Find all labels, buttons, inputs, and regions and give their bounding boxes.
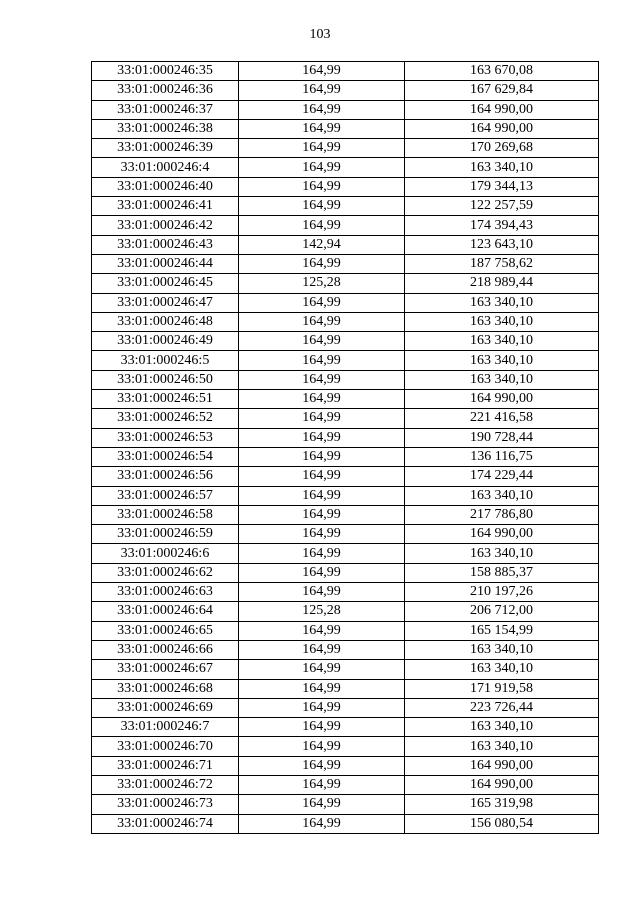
area-cell: 164,99 [239, 62, 405, 81]
area-cell: 164,99 [239, 718, 405, 737]
value-cell: 163 340,10 [405, 737, 599, 756]
table-row [92, 544, 599, 563]
table-row [92, 100, 599, 119]
area-cell: 164,99 [239, 795, 405, 814]
cadastral-number-cell: 33:01:000246:39 [92, 139, 239, 158]
table-row [92, 235, 599, 254]
cadastral-number-cell: 33:01:000246:66 [92, 640, 239, 659]
table-row [92, 679, 599, 698]
table-row [92, 293, 599, 312]
cadastral-number-cell: 33:01:000246:52 [92, 409, 239, 428]
cadastral-number-cell: 33:01:000246:7 [92, 718, 239, 737]
table-row [92, 351, 599, 370]
table-row [92, 370, 599, 389]
table-row [92, 583, 599, 602]
table-row [92, 621, 599, 640]
value-cell: 136 116,75 [405, 447, 599, 466]
table-row [92, 158, 599, 177]
area-cell: 164,99 [239, 467, 405, 486]
table-row [92, 312, 599, 331]
area-cell: 164,99 [239, 158, 405, 177]
table-row [92, 254, 599, 273]
table-row [92, 718, 599, 737]
area-cell: 164,99 [239, 428, 405, 447]
value-cell: 163 340,10 [405, 660, 599, 679]
value-cell: 164 990,00 [405, 525, 599, 544]
value-cell: 217 786,80 [405, 505, 599, 524]
value-cell: 223 726,44 [405, 698, 599, 717]
value-cell: 158 885,37 [405, 563, 599, 582]
value-cell: 221 416,58 [405, 409, 599, 428]
table-row [92, 390, 599, 409]
table-body [92, 62, 599, 834]
value-cell: 174 229,44 [405, 467, 599, 486]
area-cell: 164,99 [239, 525, 405, 544]
area-cell: 164,99 [239, 139, 405, 158]
value-cell: 163 340,10 [405, 158, 599, 177]
table-row [92, 775, 599, 794]
table-row [92, 216, 599, 235]
value-cell: 164 990,00 [405, 775, 599, 794]
cadastral-number-cell: 33:01:000246:62 [92, 563, 239, 582]
cadastral-number-cell: 33:01:000246:59 [92, 525, 239, 544]
cadastral-number-cell: 33:01:000246:68 [92, 679, 239, 698]
area-cell: 164,99 [239, 409, 405, 428]
area-cell: 164,99 [239, 486, 405, 505]
value-cell: 163 340,10 [405, 293, 599, 312]
cadastral-number-cell: 33:01:000246:63 [92, 583, 239, 602]
cadastral-number-cell: 33:01:000246:56 [92, 467, 239, 486]
table-row [92, 467, 599, 486]
area-cell: 164,99 [239, 737, 405, 756]
cadastral-number-cell: 33:01:000246:6 [92, 544, 239, 563]
area-cell: 164,99 [239, 640, 405, 659]
cadastral-number-cell: 33:01:000246:57 [92, 486, 239, 505]
area-cell: 164,99 [239, 447, 405, 466]
cadastral-number-cell: 33:01:000246:74 [92, 814, 239, 833]
value-cell: 164 990,00 [405, 119, 599, 138]
table-row [92, 602, 599, 621]
area-cell: 164,99 [239, 370, 405, 389]
value-cell: 187 758,62 [405, 254, 599, 273]
cadastral-number-cell: 33:01:000246:48 [92, 312, 239, 331]
value-cell: 170 269,68 [405, 139, 599, 158]
cadastral-number-cell: 33:01:000246:67 [92, 660, 239, 679]
area-cell: 125,28 [239, 274, 405, 293]
area-cell: 164,99 [239, 679, 405, 698]
table-row [92, 428, 599, 447]
value-cell: 206 712,00 [405, 602, 599, 621]
cadastral-number-cell: 33:01:000246:38 [92, 119, 239, 138]
cadastral-number-cell: 33:01:000246:50 [92, 370, 239, 389]
cadastral-number-cell: 33:01:000246:37 [92, 100, 239, 119]
cadastral-number-cell: 33:01:000246:51 [92, 390, 239, 409]
table-row [92, 756, 599, 775]
cadastral-number-cell: 33:01:000246:41 [92, 197, 239, 216]
cadastral-number-cell: 33:01:000246:69 [92, 698, 239, 717]
table-row [92, 814, 599, 833]
table-row [92, 447, 599, 466]
area-cell: 164,99 [239, 216, 405, 235]
area-cell: 164,99 [239, 119, 405, 138]
area-cell: 164,99 [239, 254, 405, 273]
area-cell: 164,99 [239, 81, 405, 100]
value-cell: 122 257,59 [405, 197, 599, 216]
table-row [92, 563, 599, 582]
cadastral-number-cell: 33:01:000246:49 [92, 332, 239, 351]
area-cell: 164,99 [239, 505, 405, 524]
value-cell: 171 919,58 [405, 679, 599, 698]
value-cell: 123 643,10 [405, 235, 599, 254]
cadastral-number-cell: 33:01:000246:47 [92, 293, 239, 312]
value-cell: 163 340,10 [405, 640, 599, 659]
table-row [92, 62, 599, 81]
value-cell: 163 340,10 [405, 351, 599, 370]
value-cell: 218 989,44 [405, 274, 599, 293]
cadastral-number-cell: 33:01:000246:4 [92, 158, 239, 177]
value-cell: 164 990,00 [405, 100, 599, 119]
area-cell: 164,99 [239, 100, 405, 119]
value-cell: 156 080,54 [405, 814, 599, 833]
area-cell: 164,99 [239, 621, 405, 640]
cadastral-number-cell: 33:01:000246:65 [92, 621, 239, 640]
table-row [92, 525, 599, 544]
table-row [92, 640, 599, 659]
value-cell: 190 728,44 [405, 428, 599, 447]
value-cell: 163 340,10 [405, 718, 599, 737]
area-cell: 164,99 [239, 293, 405, 312]
area-cell: 164,99 [239, 197, 405, 216]
cadastral-number-cell: 33:01:000246:58 [92, 505, 239, 524]
cadastral-number-cell: 33:01:000246:44 [92, 254, 239, 273]
area-cell: 164,99 [239, 775, 405, 794]
value-cell: 210 197,26 [405, 583, 599, 602]
area-cell: 164,99 [239, 698, 405, 717]
value-cell: 164 990,00 [405, 756, 599, 775]
cadastral-number-cell: 33:01:000246:36 [92, 81, 239, 100]
value-cell: 163 340,10 [405, 486, 599, 505]
cadastral-number-cell: 33:01:000246:45 [92, 274, 239, 293]
cadastral-number-cell: 33:01:000246:5 [92, 351, 239, 370]
table-row [92, 332, 599, 351]
value-cell: 163 340,10 [405, 544, 599, 563]
table-row [92, 139, 599, 158]
page-number: 103 [309, 27, 331, 42]
value-cell: 165 154,99 [405, 621, 599, 640]
table-row [92, 197, 599, 216]
value-cell: 163 340,10 [405, 312, 599, 331]
cadastral-number-cell: 33:01:000246:35 [92, 62, 239, 81]
cadastral-number-cell: 33:01:000246:64 [92, 602, 239, 621]
area-cell: 164,99 [239, 351, 405, 370]
value-cell: 167 629,84 [405, 81, 599, 100]
cadastral-number-cell: 33:01:000246:53 [92, 428, 239, 447]
value-cell: 163 340,10 [405, 332, 599, 351]
value-cell: 165 319,98 [405, 795, 599, 814]
table-row [92, 486, 599, 505]
area-cell: 164,99 [239, 312, 405, 331]
table-row [92, 119, 599, 138]
table-row [92, 409, 599, 428]
cadastral-number-cell: 33:01:000246:71 [92, 756, 239, 775]
cadastral-number-cell: 33:01:000246:43 [92, 235, 239, 254]
table-row [92, 177, 599, 196]
cadastral-number-cell: 33:01:000246:72 [92, 775, 239, 794]
table-row [92, 737, 599, 756]
area-cell: 142,94 [239, 235, 405, 254]
area-cell: 164,99 [239, 660, 405, 679]
value-cell: 163 340,10 [405, 370, 599, 389]
cadastral-number-cell: 33:01:000246:73 [92, 795, 239, 814]
cadastral-number-cell: 33:01:000246:42 [92, 216, 239, 235]
data-table [91, 61, 599, 834]
value-cell: 163 670,08 [405, 62, 599, 81]
table-row [92, 698, 599, 717]
area-cell: 164,99 [239, 814, 405, 833]
area-cell: 164,99 [239, 544, 405, 563]
table-row [92, 274, 599, 293]
value-cell: 164 990,00 [405, 390, 599, 409]
value-cell: 179 344,13 [405, 177, 599, 196]
area-cell: 164,99 [239, 563, 405, 582]
area-cell: 164,99 [239, 177, 405, 196]
area-cell: 164,99 [239, 756, 405, 775]
cadastral-number-cell: 33:01:000246:70 [92, 737, 239, 756]
area-cell: 164,99 [239, 583, 405, 602]
value-cell: 174 394,43 [405, 216, 599, 235]
cadastral-number-cell: 33:01:000246:40 [92, 177, 239, 196]
table-row [92, 795, 599, 814]
cadastral-number-cell: 33:01:000246:54 [92, 447, 239, 466]
area-cell: 164,99 [239, 390, 405, 409]
area-cell: 125,28 [239, 602, 405, 621]
table-row [92, 505, 599, 524]
area-cell: 164,99 [239, 332, 405, 351]
table-row [92, 660, 599, 679]
table-row [92, 81, 599, 100]
